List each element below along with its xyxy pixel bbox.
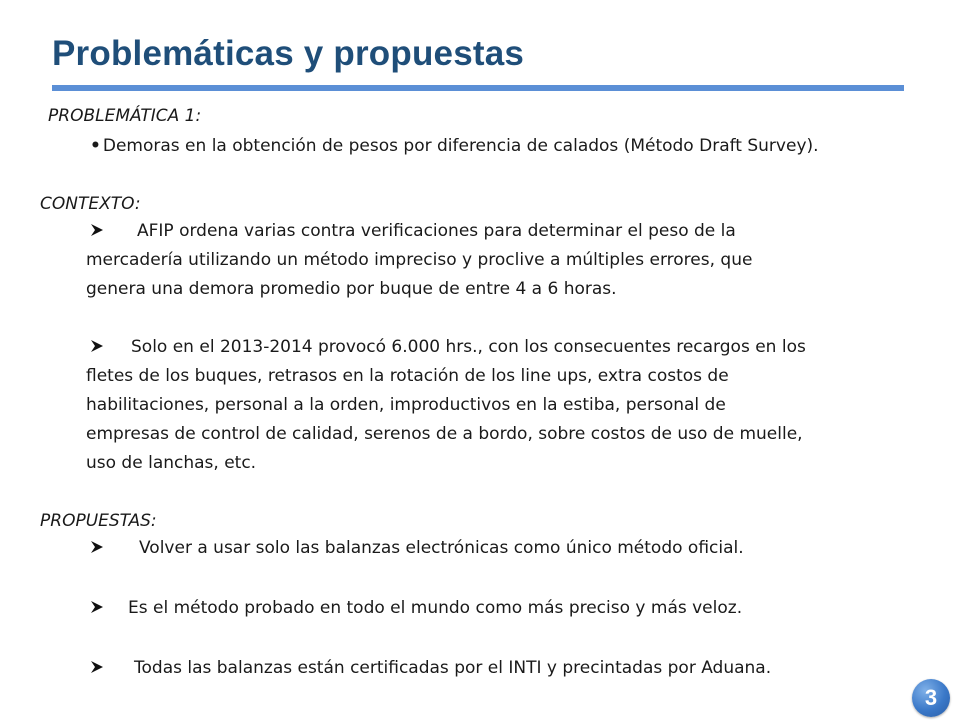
contexto-item-2-line-2: fletes de los buques, retrasos en la rotación de los line ups, extra costos de — [86, 366, 729, 386]
arrow-bullet-icon — [90, 600, 104, 614]
contexto-item-1-line-3: genera una demora promedio por buque de entre 4 a 6 horas. — [86, 279, 617, 299]
problematica-bullet-row — [90, 131, 819, 161]
contexto-item-1-line-1: AFIP ordena varias contra verificaciones para determinar el peso de la — [137, 221, 736, 241]
arrow-bullet-icon — [90, 339, 104, 353]
slide-title: Problemáticas y propuestas — [52, 34, 525, 73]
bullet-dot-icon: • — [90, 136, 101, 156]
contexto-item-2-line-4: empresas de control de calidad, serenos de a bordo, sobre costos de uso de muelle, — [86, 424, 803, 444]
propuesta-item-2: Es el método probado en todo el mundo como más preciso y más veloz. — [128, 598, 743, 618]
page-number-badge: 3 — [912, 679, 950, 717]
contexto-item-2-line-5: uso de lanchas, etc. — [86, 453, 257, 473]
propuesta-item-3: Todas las balanzas están certificadas por el INTI y precintadas por Aduana. — [134, 658, 772, 678]
problematica-heading: PROBLEMÁTICA 1: — [48, 106, 202, 126]
contexto-item-2-line-3: habilitaciones, personal a la orden, improductivos en la estiba, personal de — [86, 395, 726, 415]
problematica-bullet-text: Demoras en la obtención de pesos por diferencia de calados (Método Draft Survey). — [102, 136, 819, 156]
arrow-bullet-icon — [90, 540, 104, 554]
propuesta-item-1: Volver a usar solo las balanzas electrónicas como único método oficial. — [139, 538, 744, 558]
contexto-heading: CONTEXTO: — [40, 194, 141, 214]
contexto-item-1-line-2: mercadería utilizando un método impreciso y proclive a múltiples errores, que — [86, 250, 753, 270]
contexto-item-2-line-1: Solo en el 2013-2014 provocó 6.000 hrs., con los consecuentes recargos en los — [131, 337, 806, 357]
arrow-bullet-icon — [90, 223, 104, 237]
arrow-bullet-icon — [90, 660, 104, 674]
propuestas-heading: PROPUESTAS: — [40, 511, 157, 531]
